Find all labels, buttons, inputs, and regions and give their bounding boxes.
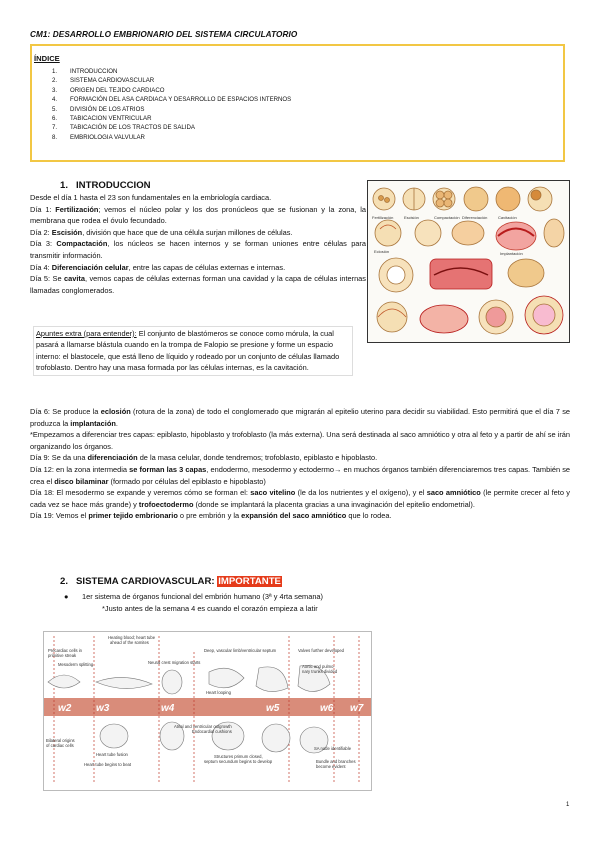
figure-label: Implantación [500,251,523,256]
week-label: w3 [96,703,110,714]
figure-label: Deep, vascular limb/ventricular septum [204,648,277,653]
figure-label: primitive streak [48,653,77,658]
index-item[interactable]: 3. ORIGEN DEL TEJIDO CARDIACO [52,86,165,94]
day9-text: Día 9: Se da una diferenciación de la masa celular, donde tendremos; trofoblasto, epiblasto e hipoblasto. [30,453,378,463]
timeline-illustration [44,632,371,790]
figure-label: Endocardial cushions [192,729,232,734]
bullet-subtext: *Justo antes de la semana 4 es cuando el corazón empieza a latir [102,604,318,613]
heart-development-timeline-figure [43,631,372,791]
day1-text: Día 1: Fertilización; vemos el núcleo polar y los dos pronúcleos que se fusionan y la zona, la membrana que rodea el óvulo fecundado. [30,204,366,226]
figure-label: Fertilización [372,215,394,220]
figure-label: Escisión [404,215,419,220]
figure-label: SA node identifiable [314,746,352,751]
week-label: w6 [320,703,334,714]
figure-label: Cavitación [498,215,517,220]
intro-text: Desde el día 1 hasta el 23 son fundamentales en la embriología cardiaca. Día 1: Fertilización; vemos el núcleo polar y los dos pronúcleos que se fusionan y la zona, la membrana que rodea el óvulo fecundado. Día 2: Escisión, división que hace que de una célula surjan millones de células. Día 3: Compactación, los núcleos se hacen internos y se forman uniones entre células para transmitir información. Día 4: Diferenciación celular, entre las capas de células externas e internas. Día 5: Se cavita, vemos capas de células externas forman una cavidad y la capa de células internas llamadas conglomerados. [30,193,366,295]
index-item[interactable]: 1. INTRODUCCION [52,68,118,75]
index-item[interactable]: 6. TABICACION VENTRICULAR [52,115,152,123]
index-heading: ÍNDICE [34,54,60,63]
section-heading-introduccion: 1. INTRODUCCION [60,180,151,191]
extra-notes-box: Apuntes extra (para entender): El conjunto de blastómeros se conoce como mórula, la cual pasará a llamarse blástula cuando en la trompa de Falopio se presione y forme un espacio interno: el blastocele, que está lleno de líquido y rodeado por un conjunto de células llamado trofoblasto. Dentro hay una masa formada por las células internas, es la cavitación. [33,326,353,376]
figure-label: Neural crest migration starts [148,660,201,665]
layers-text: *Empezamos a diferenciar tres capas: epiblasto, hipoblasto y trofoblasto (la más externa). Una será destinada al saco amniótico y otra al feto y a partir de ahí se irán organizando los órganos. [30,430,570,451]
day6-text: Día 6: Se produce la eclosión (rotura de la zona) de todo el conglomerado que migrarán al epitelio uterino para decidir su viabilidad. Esto permitirá que el día 7 se produzca la implantación. [30,407,571,428]
day19-text: Día 19: Vemos el primer tejido embrionario o pre embrión y la expansión del saco amniótico que lo rodea. [30,511,392,521]
figure-label: Precardiac cells in [48,648,82,653]
document-title: CM1: DESARROLLO EMBRIONARIO DEL SISTEMA CIRCULATORIO [30,30,298,39]
figure-label: Diferenciación [462,215,488,220]
figure-label: Structures primum closed, [214,754,263,759]
figure-label: Compactación [434,215,460,220]
index-item[interactable]: 5. DIVISIÓN DE LOS ATRIOS [52,105,145,113]
index-list [52,67,291,142]
figure-label: of cardiac cells [46,743,74,748]
day3-text: Día 3: Compactación, los núcleos se hacen internos y se forman uniones entre células para transmitir información. [30,239,366,260]
figure-label: ahead of the somites [110,640,149,645]
figure-label: Bilateral origins [46,738,75,743]
figure-label: become evident [316,764,346,769]
figure-label: Valves further developed [298,648,345,653]
figure-label: Heart tube begins to beat [84,762,132,767]
week-label: w7 [350,703,364,714]
embryo-development-figure [367,180,570,343]
day12-text: Día 12: en la zona intermedia se forman las 3 capas, endodermo, mesodermo y ectodermo→ en muchos órganos también diferenciaremos tres capas. También se crea el disco bilaminar (formado por células del epiblasto e hipoblasto) [30,464,570,486]
section-heading-sistema-cardiovascular: 2. SISTEMA CARDIOVASCULAR: IMPORTANTE [60,576,281,587]
figure-label: Aortic and pulmo- [302,664,335,669]
figure-label: Bundle and branches [316,759,356,764]
figure-label: nary trunks divided [302,669,338,674]
week-label: w5 [266,703,280,714]
figure-label: Heart looping [206,690,231,695]
week-label: w4 [161,703,175,714]
index-item[interactable]: 4. FORMACIÓN DEL ASA CARDIACA Y DESARROLLO DE ESPACIOS INTERNOS [52,96,292,104]
days-6-19-text [30,406,570,522]
figure-label: Mesoderm splitting [58,662,94,667]
day4-text: Día 4: Diferenciación celular, entre las capas de células externas e internas. [30,262,286,272]
important-badge: IMPORTANTE [218,576,281,587]
week-label: w2 [58,703,72,714]
bullet-item: ● 1er sistema de órganos funcional del embrión humano (3ª y 4rta semana) [64,592,324,601]
index-item[interactable]: 7. TABICACIÓN DE LOS TRACTOS DE SALIDA [52,124,195,132]
page-number: 1 [566,802,570,808]
index-item[interactable]: 2. SISTEMA CARDIOVASCULAR [52,77,155,85]
index-item[interactable]: 8. EMBRIOLOGIA VALVULAR [52,133,145,141]
figure-label: Atrial and ventricular outgrowth [174,724,232,729]
figure-label: septum secundum begins to develop [204,759,273,764]
day2-text: Día 2: Escisión, división que hace que de una célula surjan millones de células. [30,227,293,237]
figure-label: Heart tube fusion [96,752,128,757]
day18-text: Día 18: El mesodermo se expande y veremos cómo se forman el: saco vitelino (le da los nutrientes y el oxígeno), y el saco amniótico (le permite crecer al feto y cada vez se hace más grande) y trofoectodermo (donde se implantará la placenta gracias a una invaginación del epitelio endometrial). [30,488,570,509]
embryo-stages-illustration [368,181,569,342]
figure-label: Heating blood; heart tube [108,635,156,640]
bullet-icon: ● [64,592,69,601]
figure-label: Eclosión [374,249,390,254]
day5-text: Día 5: Se cavita, vemos capas de células externas forman una cavidad y la capa de células internas llamadas conglomerados. [30,274,366,295]
